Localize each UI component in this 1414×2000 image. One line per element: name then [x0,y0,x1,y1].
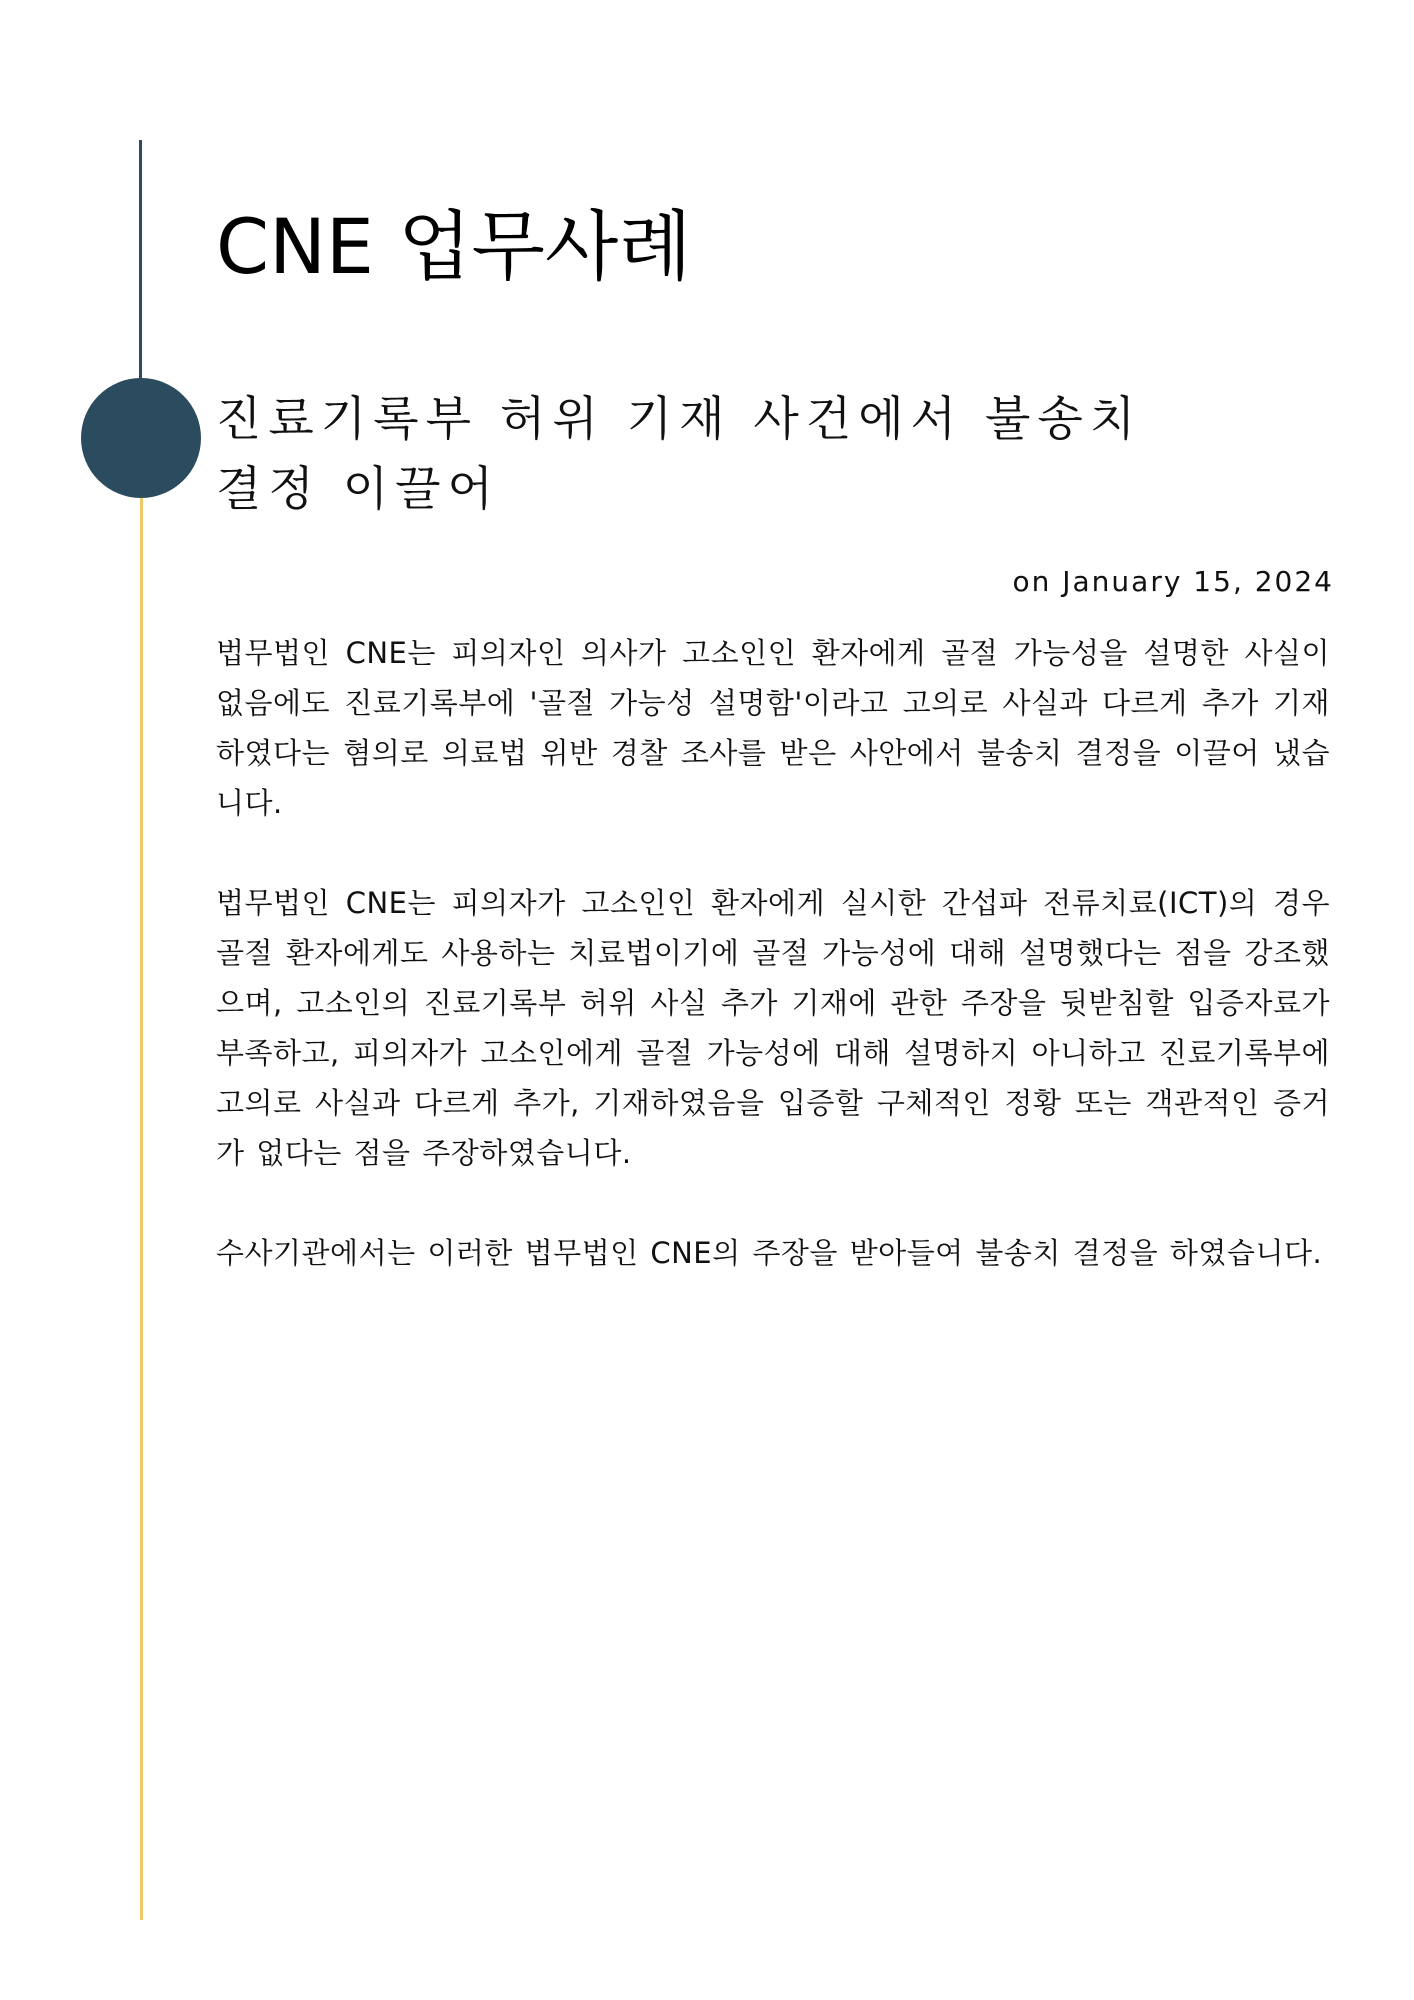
page-title: CNE 업무사례 [216,202,692,291]
article-subtitle: 진료기록부 허위 기재 사건에서 불송치 결정 이끌어 [216,392,1143,517]
timeline-circle-marker [81,378,201,498]
article-body [216,628,1330,1328]
body-paragraph: 수사기관에서는 이러한 법무법인 CNE의 주장을 받아들여 불송치 결정을 하였습니다. [216,1236,1323,1270]
body-paragraph: 법무법인 CNE는 피의자인 의사가 고소인인 환자에게 골절 가능성을 설명한 사실이 없음에도 진료기록부에 '골절 가능성 설명함'이라고 고의로 사실과 다르게 추가 기재하였다는 혐의로 의료법 위반 경찰 조사를 받은 사안에서 불송치 결정을 이끌어 냈습니다. [216,636,1330,820]
publish-date: on January 15, 2024 [1012,565,1334,598]
timeline-line-bottom [140,440,143,1920]
body-paragraph: 법무법인 CNE는 피의자가 고소인인 환자에게 실시한 간섭파 전류치료(ICT)의 경우 골절 환자에게도 사용하는 치료법이기에 골절 가능성에 대해 설명했다는 점을 강조했으며, 고소인의 진료기록부 허위 사실 추가 기재에 관한 주장을 뒷받침할 입증자료가 부족하고, 피의자가 고소인에게 골절 가능성에 대해 설명하지 아니하고 진료기록부에 고의로 사실과 다르게 추가, 기재하였음을 입증할 구체적인 정황 또는 객관적인 증거가 없다는 점을 주장하였습니다. [216,886,1330,1170]
